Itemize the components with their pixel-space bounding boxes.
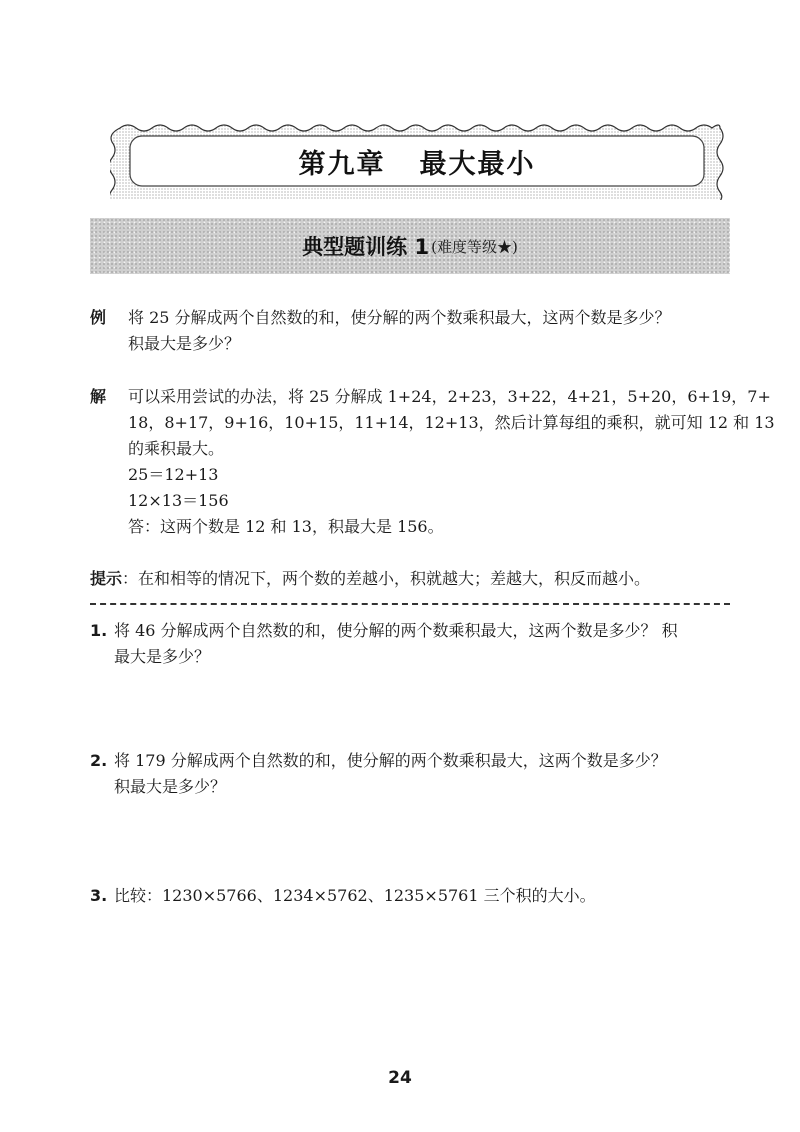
question-2 bbox=[90, 748, 740, 800]
solution-label: 解 bbox=[90, 387, 107, 406]
chapter-title bbox=[110, 122, 724, 200]
question-line: 积最大是多少？ bbox=[114, 777, 227, 796]
question-line: 比较：1230×5766、1234×5762、1235×5761 三个积的大小。 bbox=[114, 886, 596, 905]
question-1 bbox=[90, 618, 740, 670]
hint bbox=[90, 566, 650, 592]
chapter-name: 最大最小 bbox=[419, 148, 536, 180]
question-number: 2. bbox=[90, 751, 108, 770]
example-label: 例 bbox=[90, 308, 107, 327]
question-3 bbox=[90, 883, 740, 909]
question-line: 最大是多少？ bbox=[114, 647, 211, 666]
solution-equation: 12×13＝156 bbox=[128, 491, 229, 510]
solution-line: 的乘积最大。 bbox=[128, 439, 225, 458]
solution-line: 可以采用尝试的办法，将 25 分解成 1+24，2+23，3+22，4+21，5+20，6+19，7+ bbox=[128, 387, 771, 406]
question-number: 1. bbox=[90, 621, 108, 640]
chapter-number: 第九章 bbox=[298, 148, 386, 180]
dashed-divider bbox=[90, 603, 730, 605]
solution-block bbox=[90, 384, 775, 540]
question-line: 将 46 分解成两个自然数的和，使分解的两个数乘积最大，这两个数是多少？ 积 bbox=[114, 621, 678, 640]
section-difficulty: (难度等级★) bbox=[431, 237, 518, 256]
example-block bbox=[90, 305, 740, 357]
section-band bbox=[90, 218, 730, 274]
hint-text: ：在和相等的情况下，两个数的差越小，积就越大；差越大，积反而越小。 bbox=[122, 569, 651, 588]
hint-label: 提示 bbox=[90, 569, 123, 588]
section-title: 典型题训练 1 bbox=[302, 235, 430, 259]
question-line: 将 179 分解成两个自然数的和，使分解的两个数乘积最大，这两个数是多少？ bbox=[114, 751, 667, 770]
page-number: 24 bbox=[388, 1068, 412, 1088]
solution-equation: 25＝12+13 bbox=[128, 465, 219, 484]
chapter-banner bbox=[110, 122, 724, 200]
example-line: 将 25 分解成两个自然数的和，使分解的两个数乘积最大，这两个数是多少？ bbox=[128, 308, 671, 327]
solution-answer: 答：这两个数是 12 和 13，积最大是 156。 bbox=[128, 517, 444, 536]
example-line: 积最大是多少？ bbox=[128, 334, 241, 353]
solution-line: 18，8+17，9+16，10+15，11+14，12+13，然后计算每组的乘积，就可知 12 和 13 bbox=[128, 413, 775, 432]
question-number: 3. bbox=[90, 886, 108, 905]
